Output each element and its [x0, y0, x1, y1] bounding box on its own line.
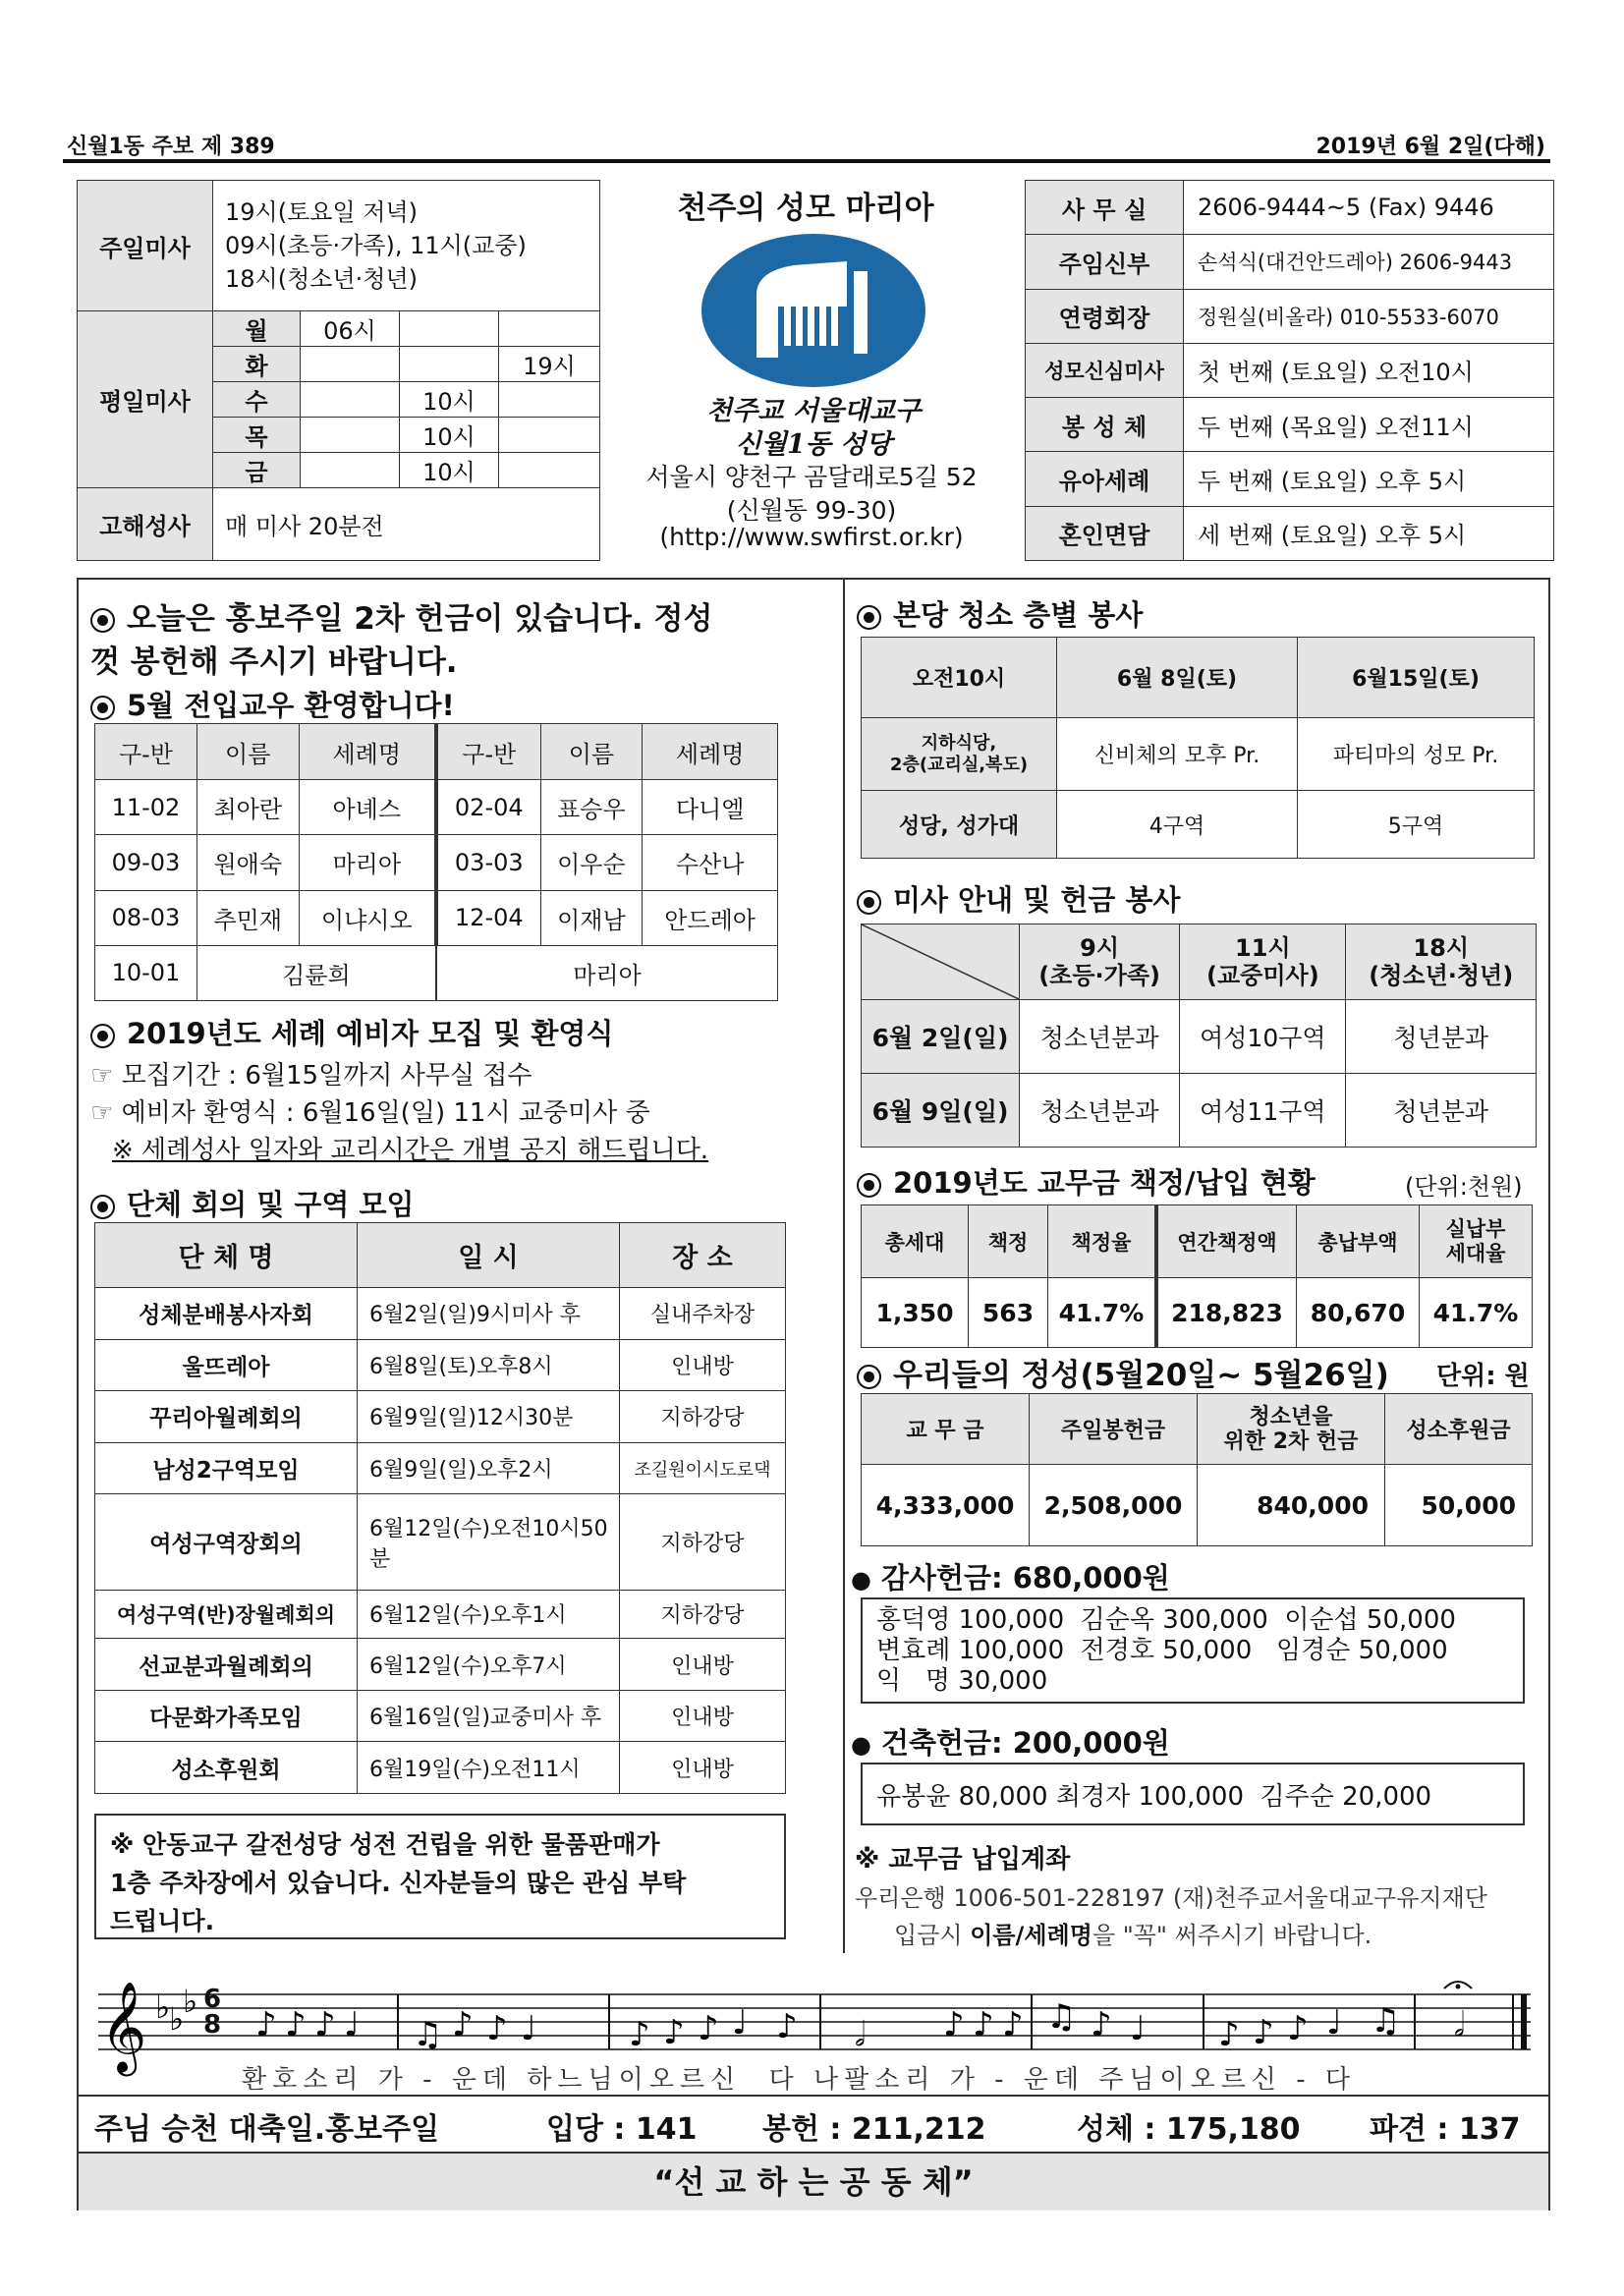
parish-logo [700, 232, 927, 389]
account-number: 우리은행 1006-501-228197 (재)천주교서울대교구유지재단 [855, 1884, 1487, 1912]
offertory-hymn: 봉헌 : 211,212 [762, 2112, 986, 2147]
table-cell: 5구역 [1298, 791, 1535, 859]
table-cell: 청소년분과 [1020, 1000, 1180, 1074]
table-cell: 02-04 [436, 780, 540, 835]
table-header: 책정율 [1048, 1205, 1157, 1278]
table-cell: 이냐시오 [299, 890, 436, 945]
svg-text:♩: ♩ [1130, 2009, 1147, 2048]
svg-text:♪: ♪ [663, 2013, 685, 2052]
table-cell: 218,823 [1156, 1278, 1297, 1348]
table-cell: 1,350 [862, 1278, 969, 1348]
sunday-mass-label: 주일미사 [78, 181, 213, 311]
weekday-mass-label: 평일미사 [78, 311, 213, 488]
table-header: 6월15일(토) [1298, 638, 1535, 718]
notice-line: ※ 안동교구 갈전성당 성전 건립을 위한 물품판매가 [110, 1830, 660, 1859]
footer-rule [77, 2095, 1550, 2097]
table-cell: 꾸리아월례회의 [95, 1391, 358, 1443]
table-cell: 파티마의 성모 Pr. [1298, 718, 1535, 791]
table-cell: 울뜨레아 [95, 1339, 358, 1391]
weekday-cell [301, 418, 400, 453]
table-cell: 41.7% [1048, 1278, 1157, 1348]
svg-text:♪: ♪ [285, 2005, 307, 2044]
table-cell: 다니엘 [643, 780, 778, 835]
office-value: 세 번째 (토요일) 오후 5시 [1184, 506, 1554, 560]
table-cell: 09-03 [95, 835, 197, 890]
table-cell: 여성구역장회의 [95, 1494, 358, 1590]
weekday-cell [301, 347, 400, 382]
building-box: 유봉윤 80,000 최경자 100,000 김주순 20,000 [861, 1763, 1525, 1825]
table-header: 실납부 세대율 [1420, 1205, 1533, 1278]
svg-text:♪: ♪ [943, 2005, 965, 2044]
svg-text:♪: ♪ [452, 2005, 474, 2044]
table-header: 청소년을 위한 2차 헌금 [1198, 1394, 1385, 1465]
table-cell: 여성구역(반)장월례회의 [95, 1590, 358, 1638]
svg-text:𝄞: 𝄞 [100, 1981, 147, 2072]
dismissal-hymn: 파견 : 137 [1370, 2112, 1521, 2147]
dues-table [861, 1204, 1533, 1348]
table-cell: 6월12일(수)오후1시 [358, 1590, 620, 1638]
svg-text:♪: ♪ [1287, 2009, 1309, 2048]
weekday-cell [400, 347, 499, 382]
mass-guide-title: 미사 안내 및 헌금 봉사 [857, 878, 1181, 919]
table-cell: 선교분과월례회의 [95, 1639, 358, 1691]
table-header: 연간책정액 [1156, 1205, 1297, 1278]
svg-text:♫: ♫ [1371, 2001, 1401, 2041]
table-cell: 08-03 [95, 890, 197, 945]
table-cell: 4,333,000 [862, 1465, 1030, 1546]
table-cell: 41.7% [1420, 1278, 1533, 1348]
welcome-title: 5월 전입교우 환영합니다! [90, 684, 455, 724]
bulletin-date: 2019년 6월 2일(다해) [1316, 135, 1545, 159]
svg-text:♭: ♭ [183, 1983, 198, 2020]
table-cell: 인내방 [620, 1690, 786, 1742]
table-cell: 6월 9일(일) [862, 1074, 1020, 1148]
svg-text:♪: ♪ [698, 2009, 719, 2048]
svg-text:♪: ♪ [1218, 2015, 1240, 2054]
weekday-cell: 월 [213, 311, 301, 347]
meetings-title: 단체 회의 및 구역 모임 [90, 1183, 415, 1223]
table-cell: 6월12일(수)오후7시 [358, 1639, 620, 1691]
weekday-cell [400, 311, 499, 347]
weekday-cell: 화 [213, 347, 301, 382]
table-header: 총세대 [862, 1205, 969, 1278]
entrance-hymn: 입당 : 141 [546, 2112, 698, 2147]
table-cell: 원애숙 [196, 835, 299, 890]
weekday-cell: 19시 [499, 347, 600, 382]
table-cell: 563 [969, 1278, 1048, 1348]
baptism-line-1: ☞ 모집기간 : 6월15일까지 사무실 접수 [90, 1061, 532, 1091]
office-info-table [1025, 180, 1554, 561]
table-cell: 실내주차장 [620, 1288, 786, 1340]
table-cell: 마리아 [299, 835, 436, 890]
weekday-cell [301, 453, 400, 488]
svg-text:♫: ♫ [1046, 1997, 1077, 2037]
bulletin-number: 신월1동 주보 제 389 [67, 135, 275, 159]
logo-caption-1: 천주교 서울대교구 [705, 396, 922, 426]
notice-line: 드립니다. [110, 1907, 215, 1935]
donor-line: 익 명 30,000 [876, 1666, 1048, 1696]
parish-address: 서울시 양천구 곰달래로5길 52 [645, 463, 978, 491]
svg-text:♩: ♩ [521, 2009, 537, 2048]
offerings-unit: 단위: 원 [1436, 1362, 1530, 1391]
office-label: 주임신부 [1026, 235, 1184, 289]
svg-text:♪: ♪ [1002, 2005, 1024, 2044]
office-label: 성모신심미사 [1026, 343, 1184, 397]
table-cell: 10-01 [95, 945, 197, 1000]
svg-text:♪: ♪ [486, 2009, 508, 2048]
table-cell: 지하강당 [620, 1590, 786, 1638]
office-label: 연령회장 [1026, 289, 1184, 343]
table-cell: 6월9일(일)오후2시 [358, 1442, 620, 1494]
sunday-mass-times: 19시(토요일 저녁) 09시(초등·가족), 11시(교중) 18시(청소년·청년) [213, 181, 600, 311]
baptism-line-2: ☞ 예비자 환영식 : 6월16일(일) 11시 교중미사 중 [90, 1098, 650, 1128]
weekday-cell [499, 453, 600, 488]
table-header: 세례명 [299, 724, 436, 780]
cleaning-table [861, 637, 1535, 859]
table-cell: 지하강당 [620, 1494, 786, 1590]
table-header: 11시 (교중미사) [1180, 924, 1346, 1000]
weekday-cell: 수 [213, 382, 301, 418]
feast-name: 주님 승천 대축일.홍보주일 [94, 2112, 440, 2147]
weekday-cell: 10시 [400, 418, 499, 453]
svg-text:♭: ♭ [155, 1988, 171, 2026]
table-cell: 840,000 [1198, 1465, 1385, 1546]
donor-line: 변효례 100,000 전경호 50,000 임경순 50,000 [876, 1636, 1448, 1665]
weekday-cell [499, 382, 600, 418]
meetings-table [94, 1222, 786, 1794]
table-cell: 안드레아 [643, 890, 778, 945]
table-header: 일 시 [358, 1223, 620, 1288]
table-cell: 신비체의 모후 Pr. [1057, 718, 1298, 791]
table-cell: 지하식당, 2층(교리실,복도) [862, 718, 1057, 791]
weekday-cell: 금 [213, 453, 301, 488]
offerings-table [861, 1393, 1533, 1546]
table-header: 책정 [969, 1205, 1048, 1278]
table-cell: 이우순 [540, 835, 643, 890]
parish-address-2: (신월동 99-30) [726, 496, 897, 525]
table-cell: 6월19일(수)오전11시 [358, 1742, 620, 1794]
svg-text:♩: ♩ [1326, 2003, 1343, 2043]
svg-text:♫: ♫ [413, 2015, 443, 2054]
table-header: 18시 (청소년·청년) [1346, 924, 1537, 1000]
table-cell: 여성10구역 [1180, 1000, 1346, 1074]
table-cell: 50,000 [1385, 1465, 1533, 1546]
weekday-cell: 10시 [400, 453, 499, 488]
office-label: 봉 성 체 [1026, 398, 1184, 452]
table-cell: 4구역 [1057, 791, 1298, 859]
welcome-table [94, 723, 778, 1001]
svg-text:♪: ♪ [314, 2005, 336, 2044]
table-cell: 성당, 성가대 [862, 791, 1057, 859]
baptism-line-3: ※ 세례성사 일자와 교리시간은 개별 공지 해드립니다. [112, 1136, 709, 1165]
table-header: 성소후원금 [1385, 1394, 1533, 1465]
thanks-title: ● 감사헌금: 680,000원 [851, 1561, 1170, 1595]
table-cell: 2,508,000 [1030, 1465, 1198, 1546]
table-cell: 수산나 [643, 835, 778, 890]
office-value: 정원실(비올라) 010-5533-6070 [1184, 289, 1554, 343]
table-cell: 6월16일(일)교중미사 후 [358, 1690, 620, 1742]
table-cell: 청년분과 [1346, 1000, 1537, 1074]
thanks-box [861, 1597, 1525, 1704]
offerings-title: 우리들의 정성(5월20일~ 5월26일) [857, 1350, 1389, 1394]
table-cell: 80,670 [1297, 1278, 1420, 1348]
svg-text:♪: ♪ [1091, 2005, 1112, 2044]
donor-line: 홍덕영 100,000 김순옥 300,000 이순섭 50,000 [876, 1605, 1456, 1635]
weekday-cell [301, 382, 400, 418]
table-cell: 03-03 [436, 835, 540, 890]
weekday-cell: 06시 [301, 311, 400, 347]
office-value: 두 번째 (목요일) 오전11시 [1184, 398, 1554, 452]
table-cell: 6월 2일(일) [862, 1000, 1020, 1074]
table-header: 세례명 [643, 724, 778, 780]
svg-text:♩: ♩ [732, 2003, 749, 2043]
svg-text:♪: ♪ [1253, 2013, 1274, 2052]
time-signature: 6 8 [203, 1985, 222, 2040]
dues-title: 2019년도 교무금 책정/납입 현황 [857, 1161, 1316, 1202]
svg-text:♭: ♭ [169, 2000, 185, 2038]
table-cell: 성체분배봉사자회 [95, 1288, 358, 1340]
table-header: 6월 8일(토) [1057, 638, 1298, 718]
offering-notice-line2: 껏 봉헌해 주시기 바랍니다. [90, 644, 458, 680]
table-cell: 12-04 [436, 890, 540, 945]
parish-website: (http://www.swfirst.or.kr) [659, 523, 964, 551]
hymn-lyrics: 환호소리 가 - 운데 하느님이오르신 다 나팔소리 가 - 운데 주님이오르신 - 다 [242, 2065, 1356, 2095]
communion-hymn: 성체 : 175,180 [1077, 2112, 1301, 2147]
table-cell: 마리아 [436, 945, 778, 1000]
andong-notice-box [94, 1814, 786, 1939]
svg-text:♪: ♪ [255, 2005, 277, 2044]
table-header: 총납부액 [1297, 1205, 1420, 1278]
weekday-cell: 10시 [400, 382, 499, 418]
mass-guide-table [861, 924, 1537, 1148]
table-header: 교 무 금 [862, 1394, 1030, 1465]
table-cell: 성소후원회 [95, 1742, 358, 1794]
table-cell: 6월12일(수)오전10시50분 [358, 1494, 620, 1590]
office-label: 혼인면담 [1026, 506, 1184, 560]
table-cell: 청소년분과 [1020, 1074, 1180, 1148]
table-header: 이름 [540, 724, 643, 780]
table-header: 9시 (초등·가족) [1020, 924, 1180, 1000]
table-cell: 최아란 [196, 780, 299, 835]
dues-unit: (단위:천원) [1405, 1173, 1523, 1201]
weekday-cell [499, 418, 600, 453]
offering-notice: 오늘은 홍보주일 2차 헌금이 있습니다. 정성 [90, 593, 798, 638]
office-label: 사 무 실 [1026, 181, 1184, 235]
svg-text:♪: ♪ [973, 2005, 994, 2044]
table-cell: 인내방 [620, 1742, 786, 1794]
table-header: 단 체 명 [95, 1223, 358, 1288]
svg-text:♪: ♪ [776, 2007, 798, 2046]
table-cell: 인내방 [620, 1339, 786, 1391]
table-cell: 인내방 [620, 1639, 786, 1691]
svg-text:𝅗𝅥: 𝅗𝅥 [855, 2015, 866, 2054]
svg-text:♪: ♪ [629, 2015, 650, 2054]
table-header: 장 소 [620, 1223, 786, 1288]
account-note: 입금시 이름/세례명을 "꼭" 써주시기 바랍니다. [894, 1922, 1372, 1949]
office-label: 유아세례 [1026, 452, 1184, 506]
table-header: 오전10시 [862, 638, 1057, 718]
column-divider [843, 580, 845, 1953]
table-cell: 이재남 [540, 890, 643, 945]
office-value: 손석식(대건안드레아) 2606-9443 [1184, 235, 1554, 289]
table-cell: 6월8일(토)오후8시 [358, 1339, 620, 1391]
cleaning-title: 본당 청소 층별 봉사 [857, 593, 1143, 634]
table-cell: 다문화가족모임 [95, 1690, 358, 1742]
table-cell: 6월2일(일)9시미사 후 [358, 1288, 620, 1340]
building-title: ● 건축헌금: 200,000원 [851, 1726, 1170, 1760]
svg-text:♩: ♩ [344, 2005, 361, 2044]
header-rule [63, 159, 1550, 163]
table-cell: 11-02 [95, 780, 197, 835]
table-header: 구-반 [95, 724, 197, 780]
mass-schedule-table [77, 180, 600, 561]
weekday-cell [499, 311, 600, 347]
table-cell: 여성11구역 [1180, 1074, 1346, 1148]
office-value: 2606-9444~5 (Fax) 9446 [1184, 181, 1554, 235]
table-cell: 청년분과 [1346, 1074, 1537, 1148]
logo-caption-2: 신월1동 성당 [735, 429, 892, 460]
confession-label: 고해성사 [78, 488, 213, 561]
diagonal-cell [862, 924, 1020, 1000]
table-cell: 김륜희 [196, 945, 436, 1000]
table-cell: 남성2구역모임 [95, 1442, 358, 1494]
motto-bar: “선 교 하 는 공 동 체” [79, 2152, 1548, 2211]
table-cell: 조길원이시도로댁 [620, 1442, 786, 1494]
table-cell: 아녜스 [299, 780, 436, 835]
baptism-title: 2019년도 세례 예비자 모집 및 환영식 [90, 1012, 613, 1052]
table-cell: 표승우 [540, 780, 643, 835]
office-value: 첫 번째 (토요일) 오전10시 [1184, 343, 1554, 397]
notice-line: 1층 주차장에서 있습니다. 신자분들의 많은 관심 부탁 [110, 1869, 687, 1897]
weekday-cell: 목 [213, 418, 301, 453]
svg-text:𝅗𝅥: 𝅗𝅥 [1454, 2005, 1465, 2044]
confession-value: 매 미사 20분전 [213, 488, 600, 561]
table-header: 구-반 [436, 724, 540, 780]
table-cell: 지하강당 [620, 1391, 786, 1443]
table-header: 주일봉헌금 [1030, 1394, 1198, 1465]
parish-title: 천주의 성모 마리아 [677, 191, 934, 226]
account-title: ※ 교무금 납입계좌 [855, 1845, 1071, 1875]
table-cell: 6월9일(일)12시30분 [358, 1391, 620, 1443]
table-cell: 추민재 [196, 890, 299, 945]
table-header: 이름 [196, 724, 299, 780]
office-value: 두 번째 (토요일) 오후 5시 [1184, 452, 1554, 506]
